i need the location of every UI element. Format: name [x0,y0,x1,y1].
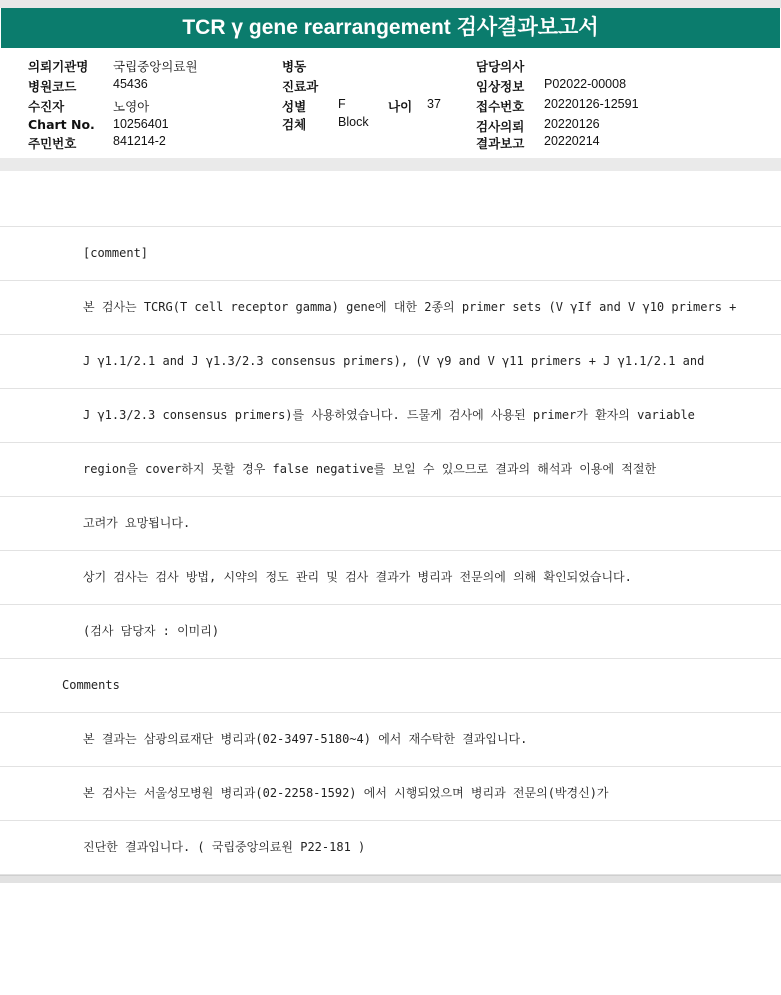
hospital-value: 국립중앙의료원 [113,60,198,74]
receipt-label: 접수번호 [476,99,525,114]
patient-label: 수진자 [28,99,65,114]
clinical-value: P02022-00008 [544,77,627,91]
dept-label: 진료과 [282,79,319,94]
request-label: 검사의뢰 [476,119,525,134]
report-line: 진단한 결과입니다. ( 국립중앙의료원 P22-181 ) [0,821,781,875]
report-line: J γ1.1/2.1 and J γ1.3/2.3 consensus primers), (V γ9 and V γ11 primers + J γ1.1/2.1 and [0,335,781,389]
report-line: (검사 담당자 : 이미리) [0,605,781,659]
rrn-value: 841214-2 [113,134,166,148]
specimen-label: 검체 [282,117,307,132]
ward-label: 병동 [282,59,307,74]
report-title: TCR γ gene rearrangement 검사결과보고서 [1,8,780,48]
hospital-label: 의뢰기관명 [28,59,89,74]
age-label: 나이 [388,99,413,114]
report-line: 고려가 요망됩니다. [0,497,781,551]
request-value: 20220126 [544,117,600,131]
result-value: 20220214 [544,134,600,148]
report-line: [comment] [0,227,781,281]
header-separator [0,158,781,171]
top-strip [0,0,781,8]
bottom-strip [0,875,781,883]
doctor-label: 담당의사 [476,59,525,74]
report-body [0,172,781,875]
report-line: 상기 검사는 검사 방법, 시약의 정도 관리 및 검사 결과가 병리과 전문의에 의해 확인되었습니다. [0,551,781,605]
rrn-label: 주민번호 [28,136,77,151]
patient-value: 노영아 [113,100,150,114]
comments-heading: Comments [0,659,781,713]
report-line: 본 검사는 서울성모병원 병리과(02-2258-1592) 에서 시행되었으며 병리과 전문의(박경신)가 [0,767,781,821]
patient-info-header [0,48,781,158]
specimen-value: Block [338,115,369,129]
clinical-label: 임상정보 [476,79,525,94]
report-line: 본 검사는 TCRG(T cell receptor gamma) gene에 대한 2종의 primer sets (V γIf and V γ10 primers + [0,281,781,335]
report-line: 본 결과는 삼광의료재단 병리과(02-3497-5180~4) 에서 재수탁한 결과입니다. [0,713,781,767]
report-line: J γ1.3/2.3 consensus primers)를 사용하였습니다. 드물게 검사에 사용된 primer가 환자의 variable [0,389,781,443]
sex-label: 성별 [282,99,307,114]
age-value: 37 [427,97,441,111]
code-label: 병원코드 [28,79,77,94]
receipt-value: 20220126-12591 [544,97,639,111]
report-line: region을 cover하지 못할 경우 false negative를 보일 수 있으므로 결과의 해석과 이용에 적절한 [0,443,781,497]
sex-value: F [338,97,346,111]
result-label: 결과보고 [476,136,525,151]
code-value: 45436 [113,77,148,91]
chart-value: 10256401 [113,117,169,131]
report-line [0,172,781,227]
chart-label: Chart No. [28,117,95,132]
